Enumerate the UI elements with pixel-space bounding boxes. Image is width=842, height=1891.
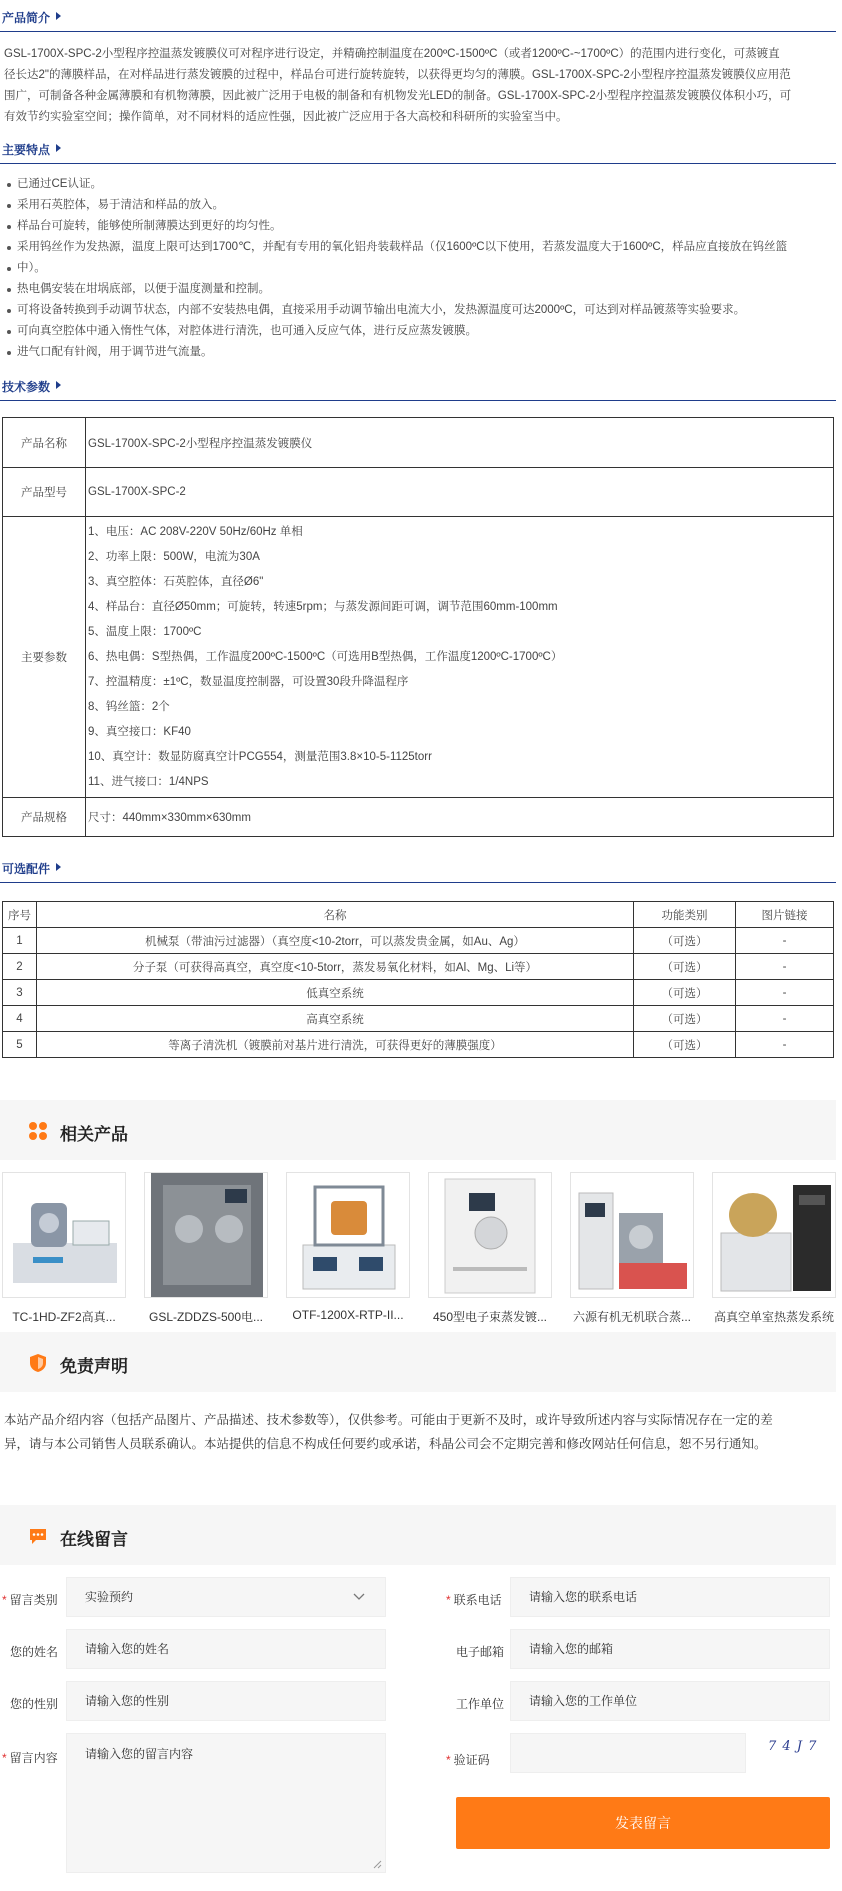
related-product-card[interactable] bbox=[286, 1172, 410, 1322]
cell: （可选） bbox=[634, 1032, 736, 1058]
product-image[interactable] bbox=[570, 1172, 694, 1298]
cell: 分子泵（可获得高真空，真空度<10-5torr，蒸发易氧化材料，如Al、Mg、Li等） bbox=[37, 954, 634, 980]
triangle-right-icon bbox=[56, 12, 61, 20]
feature-item: 采用石英腔体，易于清洁和样品的放入。 bbox=[4, 195, 832, 216]
message-title: 在线留言 bbox=[60, 1530, 128, 1549]
feature-item: 热电偶安装在坩埚底部，以便于温度测量和控制。 bbox=[4, 279, 832, 300]
captcha-input[interactable] bbox=[510, 1733, 746, 1773]
table-row bbox=[3, 954, 834, 980]
cell: 4 bbox=[3, 1006, 37, 1032]
table-row bbox=[3, 928, 834, 954]
message-form bbox=[0, 1565, 836, 1891]
disclaimer-title: 免责声明 bbox=[60, 1357, 128, 1376]
cell: （可选） bbox=[634, 954, 736, 980]
cell: 1 bbox=[3, 928, 37, 954]
captcha-image[interactable]: 7 4 J 7 bbox=[768, 1739, 818, 1754]
options-title: 可选配件 bbox=[2, 862, 51, 876]
feature-item: 已通过CE认证。 bbox=[4, 174, 832, 195]
intro-title: 产品简介 bbox=[2, 11, 51, 25]
captcha-label bbox=[446, 1751, 490, 1768]
spec-label: 产品型号 bbox=[3, 468, 86, 517]
feature-item: 进气口配有针阀，用于调节进气流量。 bbox=[4, 342, 832, 363]
content-label-text: 留言内容 bbox=[9, 1751, 58, 1765]
column-header: 序号 bbox=[3, 902, 37, 928]
cell: - bbox=[736, 928, 834, 954]
spec-line: 5、温度上限：1700ºC bbox=[88, 625, 202, 638]
product-image[interactable] bbox=[144, 1172, 268, 1298]
cell: （可选） bbox=[634, 1006, 736, 1032]
specs-section-header bbox=[0, 369, 836, 401]
table-row bbox=[3, 798, 834, 837]
features-section-header bbox=[0, 132, 836, 164]
spec-line: 9、真空接口：KF40 bbox=[88, 725, 191, 738]
product-caption[interactable]: GSL-ZDDZS-500电... bbox=[148, 1310, 264, 1324]
triangle-right-icon bbox=[56, 863, 61, 871]
product-image[interactable] bbox=[712, 1172, 836, 1298]
cell: - bbox=[736, 954, 834, 980]
type-label bbox=[2, 1591, 58, 1608]
name-input[interactable]: 请输入您的姓名 bbox=[66, 1629, 386, 1669]
cell: 2 bbox=[3, 954, 37, 980]
spec-label: 产品规格 bbox=[3, 798, 86, 837]
features-list bbox=[0, 164, 836, 369]
spec-value-list bbox=[86, 517, 834, 798]
related-product-card[interactable] bbox=[570, 1172, 694, 1325]
product-caption[interactable]: 450型电子束蒸发镀... bbox=[432, 1310, 548, 1324]
spec-line: 7、控温精度：±1ºC，数显温度控制器，可设置30段升降温程序 bbox=[88, 675, 409, 688]
type-select-value: 实验预约 bbox=[85, 1590, 134, 1604]
options-table bbox=[2, 901, 834, 1058]
required-mark: * bbox=[446, 1753, 451, 1767]
table-row bbox=[3, 1032, 834, 1058]
disclaimer-line: 本站产品介绍内容（包括产品图片、产品描述、技术参数等），仅供参考。可能由于更新不及时，或许导致所述内容与实际情况存在一定的差 bbox=[4, 1413, 773, 1427]
spec-line: 3、真空腔体：石英腔体，直径Ø6" bbox=[88, 575, 264, 588]
table-row bbox=[3, 468, 834, 517]
feature-item-cont: 中）。 bbox=[4, 258, 832, 279]
disclaimer-line: 异，请与本公司销售人员联系确认。本站提供的信息不构成任何要约或承诺，科晶公司会不定期完善和修改网站任何信息，恕不另行通知。 bbox=[4, 1437, 767, 1451]
spec-line: 2、功率上限：500W，电流为30A bbox=[88, 550, 260, 563]
related-product-card[interactable] bbox=[712, 1172, 836, 1325]
spec-line: 10、真空计：数显防腐真空计PCG554，测量范围3.8×10-5-1125torr bbox=[88, 750, 432, 763]
column-header: 名称 bbox=[37, 902, 634, 928]
cell: 等离子清洗机（镀膜前对基片进行清洗，可获得更好的薄膜强度） bbox=[37, 1032, 634, 1058]
intro-line: GSL-1700X-SPC-2小型程序控温蒸发镀膜仪可对程序进行设定，并精确控制温度在200ºC-1500ºC（或者1200ºC-~1700ºC）的范围内进行变化，可蒸镀直 bbox=[4, 48, 780, 60]
table-row bbox=[3, 1006, 834, 1032]
product-caption[interactable]: 六源有机无机联合蒸... bbox=[572, 1310, 691, 1324]
required-mark: * bbox=[2, 1593, 7, 1607]
phone-input[interactable]: 请输入您的联系电话 bbox=[510, 1577, 830, 1617]
message-header bbox=[0, 1505, 836, 1565]
company-label: 工作单位 bbox=[456, 1697, 505, 1711]
triangle-right-icon bbox=[56, 381, 61, 389]
column-header: 功能类别 bbox=[634, 902, 736, 928]
related-products bbox=[0, 1160, 836, 1324]
spec-line: 8、钨丝篮：2个 bbox=[88, 700, 170, 713]
product-caption[interactable]: OTF-1200X-RTP-II... bbox=[292, 1308, 404, 1322]
cell: （可选） bbox=[634, 980, 736, 1006]
phone-label-text: 联系电话 bbox=[453, 1593, 502, 1607]
required-mark: * bbox=[2, 1751, 7, 1765]
cell: （可选） bbox=[634, 928, 736, 954]
spec-label: 产品名称 bbox=[3, 418, 86, 468]
spec-line: 1、电压：AC 208V-220V 50Hz/60Hz 单相 bbox=[88, 525, 303, 538]
table-row bbox=[3, 980, 834, 1006]
shield-icon bbox=[28, 1353, 48, 1373]
name-label: 您的姓名 bbox=[10, 1645, 59, 1659]
email-label: 电子邮箱 bbox=[456, 1645, 505, 1659]
triangle-right-icon bbox=[56, 144, 61, 152]
spec-value: 尺寸：440mm×330mm×630mm bbox=[86, 798, 834, 837]
intro-section-header bbox=[0, 0, 836, 32]
cell: - bbox=[736, 1032, 834, 1058]
feature-item: 采用钨丝作为发热源，温度上限可达到1700℃，并配有专用的氧化铝舟装载样品（仅1600ºC以下使用，若蒸发温度大于1600ºC，样品应直接放在钨丝篮 bbox=[4, 237, 832, 258]
company-input[interactable]: 请输入您的工作单位 bbox=[510, 1681, 830, 1721]
disclaimer-header bbox=[0, 1332, 836, 1392]
related-product-card[interactable] bbox=[144, 1172, 268, 1325]
product-image[interactable] bbox=[286, 1172, 410, 1298]
cell: 5 bbox=[3, 1032, 37, 1058]
cell: 3 bbox=[3, 980, 37, 1006]
intro-line: 围广，可制备各种金属薄膜和有机物薄膜，因此被广泛用于电极的制备和有机物发光LED的制备。GSL-1700X-SPC-2小型程序控温蒸发镀膜仪体积小巧，可 bbox=[4, 90, 792, 102]
cell: - bbox=[736, 980, 834, 1006]
content-textarea[interactable] bbox=[66, 1733, 386, 1873]
table-header-row bbox=[3, 902, 834, 928]
related-header bbox=[0, 1100, 836, 1160]
gender-input[interactable]: 请输入您的性别 bbox=[66, 1681, 386, 1721]
spec-value: GSL-1700X-SPC-2 bbox=[86, 468, 834, 517]
spec-label: 主要参数 bbox=[3, 517, 86, 798]
chat-icon bbox=[28, 1526, 48, 1546]
chevron-down-icon bbox=[353, 1593, 365, 1601]
table-row bbox=[3, 517, 834, 798]
spec-line: 4、样品台：直径Ø50mm；可旋转，转速5rpm；与蒸发源间距可调，调节范围60mm-100mm bbox=[88, 600, 558, 613]
product-image[interactable] bbox=[2, 1172, 126, 1298]
grid-icon bbox=[28, 1121, 48, 1141]
specs-title: 技术参数 bbox=[2, 380, 51, 394]
specs-table bbox=[2, 417, 834, 837]
captcha-label-text: 验证码 bbox=[453, 1753, 490, 1767]
resize-handle-icon[interactable] bbox=[373, 1860, 382, 1869]
spec-line: 6、热电偶：S型热偶，工作温度200ºC-1500ºC（可选用B型热偶，工作温度1200ºC-1700ºC） bbox=[88, 650, 563, 663]
disclaimer-text bbox=[0, 1392, 836, 1505]
submit-button[interactable]: 发表留言 bbox=[456, 1797, 830, 1849]
feature-item: 样品台可旋转，能够使所制薄膜达到更好的均匀性。 bbox=[4, 216, 832, 237]
cell: 低真空系统 bbox=[37, 980, 634, 1006]
spec-line: 11、进气接口：1/4NPS bbox=[88, 775, 209, 788]
cell: 高真空系统 bbox=[37, 1006, 634, 1032]
column-header: 图片链接 bbox=[736, 902, 834, 928]
spec-value: GSL-1700X-SPC-2小型程序控温蒸发镀膜仪 bbox=[86, 418, 834, 468]
cell: 机械泵（带油污过滤器）（真空度<10-2torr，可以蒸发贵金属，如Au、Ag） bbox=[37, 928, 634, 954]
options-section-header bbox=[0, 851, 836, 883]
feature-item: 可向真空腔体中通入惰性气体，对腔体进行清洗，也可通入反应气体，进行反应蒸发镀膜。 bbox=[4, 321, 832, 342]
type-select[interactable] bbox=[66, 1577, 386, 1617]
intro-line: 有效节约实验室空间；操作简单，对不同材料的适应性强，因此被广泛应用于各大高校和科研所的实验室当中。 bbox=[4, 111, 568, 123]
related-product-card[interactable] bbox=[2, 1172, 126, 1325]
features-title: 主要特点 bbox=[2, 143, 51, 157]
intro-line: 径长达2"的薄膜样品，在对样品进行蒸发镀膜的过程中，样品台可进行旋转旋转，以获得更均匀的薄膜。GSL-1700X-SPC-2小型程序控温蒸发镀膜仪应用范 bbox=[4, 69, 791, 81]
phone-label bbox=[446, 1591, 502, 1608]
related-product-card[interactable] bbox=[428, 1172, 552, 1325]
product-caption[interactable]: 高真空单室热蒸发系统 bbox=[713, 1310, 834, 1324]
email-input[interactable]: 请输入您的邮箱 bbox=[510, 1629, 830, 1669]
content-placeholder: 请输入您的留言内容 bbox=[85, 1747, 194, 1761]
product-caption[interactable]: TC-1HD-ZF2高真... bbox=[12, 1310, 116, 1324]
intro-text bbox=[0, 32, 836, 132]
gender-label: 您的性别 bbox=[10, 1697, 59, 1711]
table-row bbox=[3, 418, 834, 468]
cell: - bbox=[736, 1006, 834, 1032]
related-title: 相关产品 bbox=[60, 1125, 128, 1144]
feature-item: 可将设备转换到手动调节状态，内部不安装热电偶，直接采用手动调节输出电流大小，发热源温度可达2000ºC，可达到对样品镀蒸等实验要求。 bbox=[4, 300, 832, 321]
type-label-text: 留言类别 bbox=[9, 1593, 58, 1607]
content-label bbox=[2, 1749, 58, 1766]
product-image[interactable] bbox=[428, 1172, 552, 1298]
required-mark: * bbox=[446, 1593, 451, 1607]
